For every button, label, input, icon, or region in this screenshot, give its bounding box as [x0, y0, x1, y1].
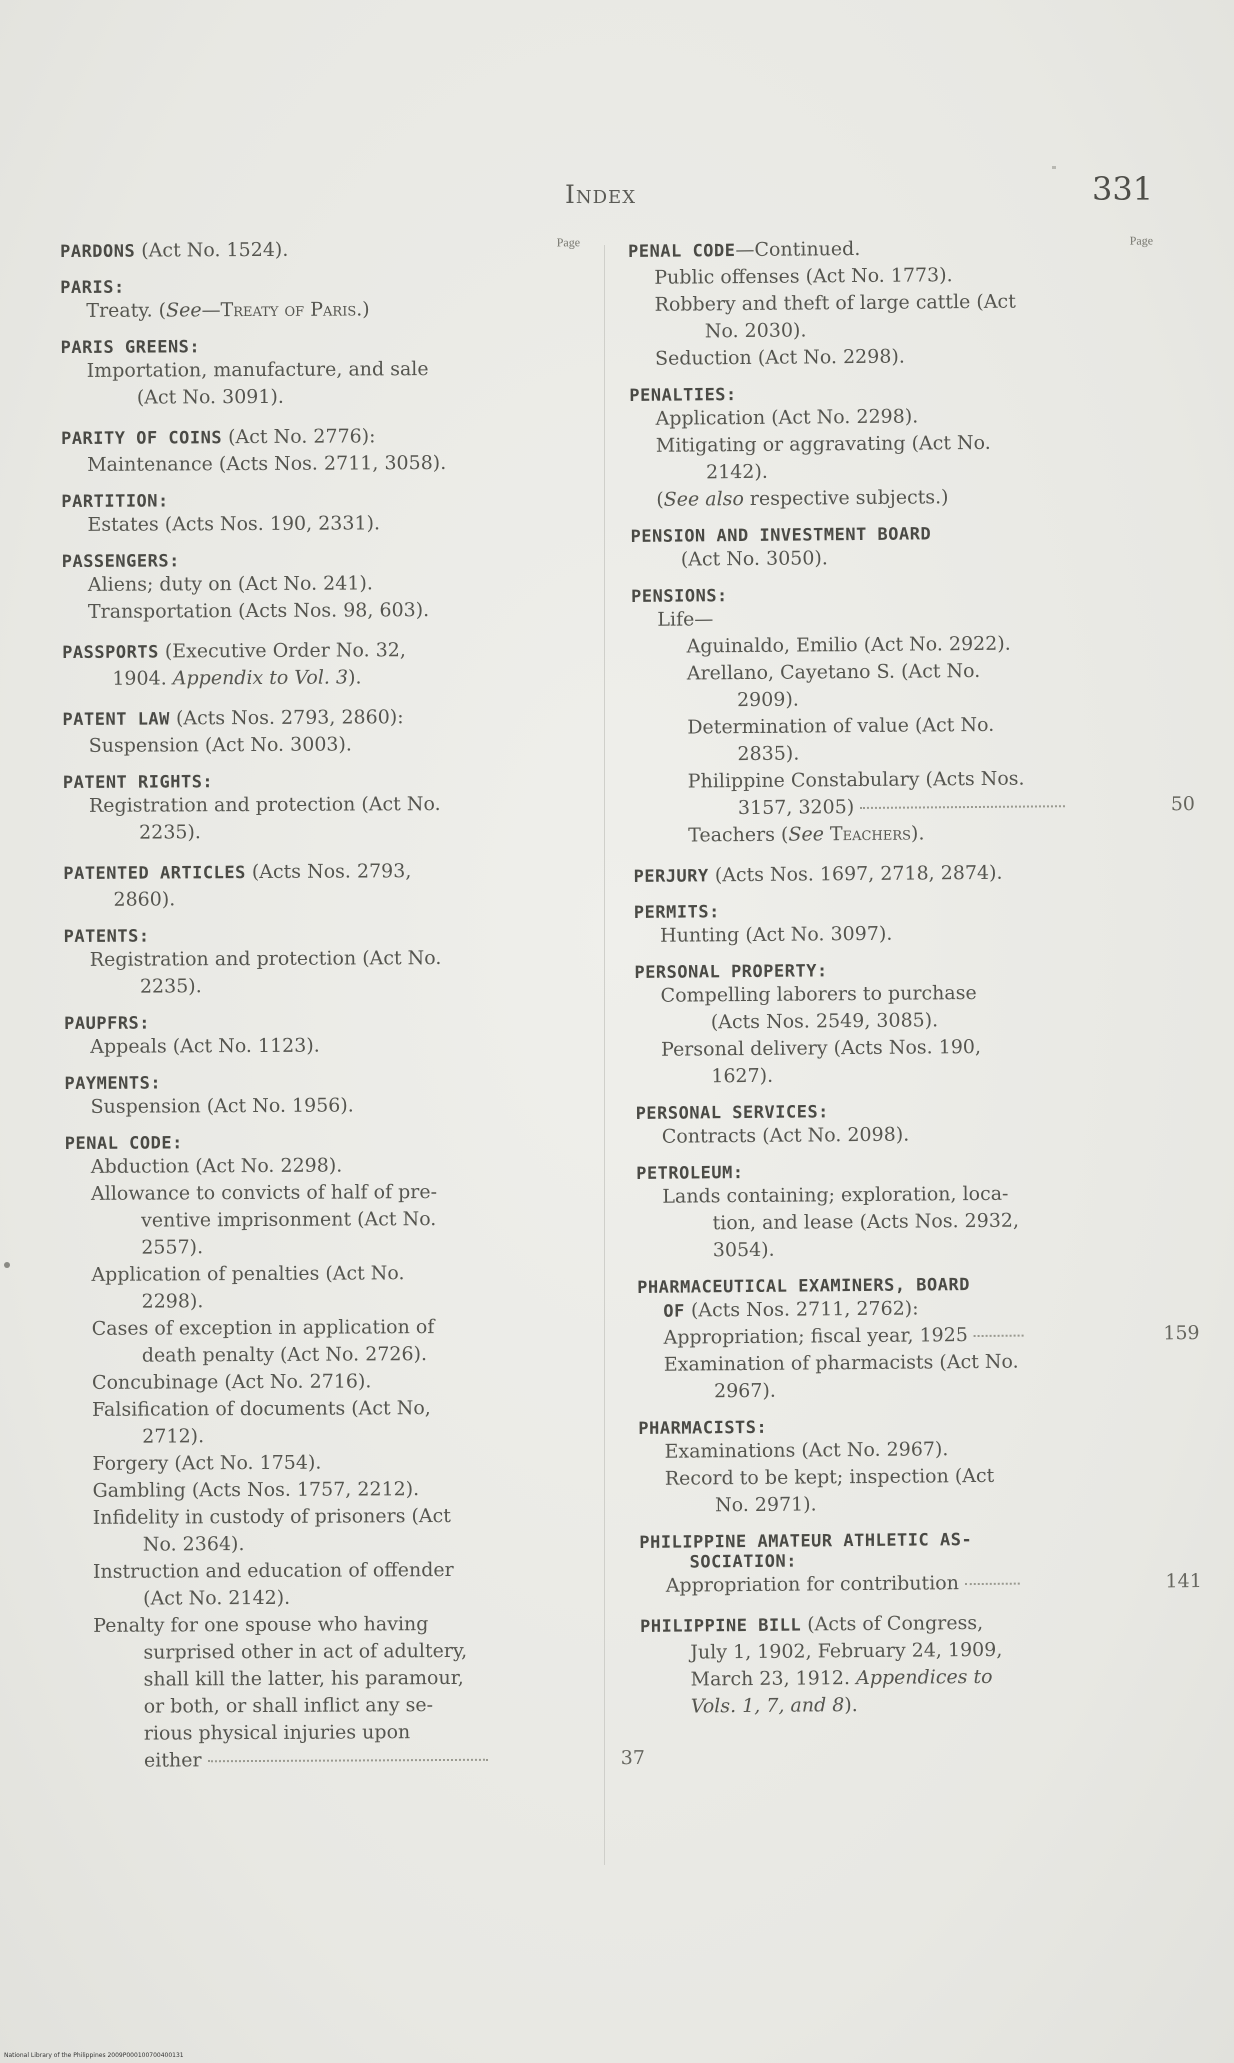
entry-ref: (Act No. 1524). — [135, 238, 289, 262]
entry-line — [639, 1461, 1159, 1520]
entry-heading: PENSION AND INVESTMENT BOARD — [630, 524, 932, 547]
text: Registration and protection (Act No. — [88, 793, 441, 817]
index-entry-perjury — [633, 858, 1153, 890]
entry-heading: PERSONAL SERVICES: — [635, 1102, 829, 1124]
text: Personal delivery (Acts Nos. 190, — [660, 1035, 982, 1061]
entry-line: Application (Act No. 2298). — [655, 405, 919, 430]
entry-line: Maintenance (Acts Nos. 2711, 3058). — [87, 451, 447, 476]
page-column-label: Page — [556, 235, 581, 250]
text: ). — [910, 822, 925, 845]
entry-heading: PHILIPPINE BILL — [640, 1615, 802, 1637]
text: No. 2030). — [704, 319, 807, 343]
entry-heading: PATENTS: — [63, 926, 150, 947]
text: No. 2971). — [714, 1493, 817, 1517]
entry-line — [60, 295, 575, 325]
entry-line: Estates (Acts Nos. 190, 2331). — [87, 512, 381, 536]
text: 3157, 3205) — [737, 796, 855, 820]
speck — [1052, 166, 1056, 169]
entry-line — [66, 1313, 581, 1370]
index-entry-petroleum — [636, 1159, 1157, 1265]
text: (Act No. 2142). — [143, 1586, 291, 1610]
entry-line — [640, 1568, 1202, 1600]
text: Instruction and education of offender — [92, 1558, 454, 1583]
text: ). — [844, 1694, 858, 1717]
dot-leader — [860, 805, 1065, 809]
dot-leader — [965, 1583, 1020, 1585]
text: shall kill the latter, his paramour, — [143, 1666, 464, 1691]
entry-heading: PARTITION: — [61, 491, 169, 512]
entry-line — [632, 656, 1152, 715]
text: 2557). — [141, 1236, 204, 1259]
index-entry-parity — [61, 422, 576, 479]
entry-heading: PASSENGERS: — [61, 551, 180, 572]
entry-line: Public offenses (Act No. 1773). — [654, 264, 953, 289]
entry-ref: (Acts Nos. 2711, 2762): — [684, 1297, 919, 1322]
entry-line — [636, 1179, 1157, 1265]
entry-ref: (Acts of Congress, — [801, 1611, 984, 1636]
entry-heading: PARITY OF COINS — [61, 428, 223, 449]
entry-line — [637, 1320, 1200, 1352]
entry-line — [66, 1394, 581, 1451]
text: or both, or shall inflict any se- — [143, 1694, 434, 1718]
entry-heading: PARDONS — [60, 241, 136, 262]
entry-line — [638, 1347, 1158, 1406]
text: Cases of exception in application of — [91, 1316, 435, 1340]
index-entry-penal-code-continued — [628, 233, 1149, 373]
entry-heading: PENSIONS: — [631, 586, 728, 607]
column-divider — [604, 245, 605, 1865]
index-entry-athletic-association — [639, 1528, 1202, 1600]
index-entry-passports — [62, 636, 577, 693]
text: 2835). — [737, 742, 800, 766]
appendix-ref: Vols. 1, 7, and 8 — [690, 1694, 845, 1718]
entry-line: Forgery (Act No. 1754). — [92, 1451, 322, 1475]
entry-line — [628, 287, 1148, 346]
entry-line — [65, 1178, 580, 1262]
entry-line — [630, 482, 1150, 514]
entry-line — [63, 790, 578, 847]
text: rious physical injuries upon — [143, 1721, 411, 1745]
entry-ref: (Act No. 2776): — [222, 425, 376, 449]
entry-heading: PAYMENTS: — [64, 1073, 162, 1094]
entry-line: Life— — [657, 608, 714, 631]
right-column — [628, 233, 1202, 1733]
text: — — [201, 299, 221, 322]
entry-line: Seduction (Act No. 2298). — [654, 345, 905, 370]
index-entry-pharmaceutical-board — [637, 1273, 1200, 1406]
dot-leader — [974, 1335, 1024, 1337]
text: Appropriation for contribution — [665, 1572, 959, 1597]
entry-line — [64, 944, 579, 1001]
entry-heading: PENAL CODE — [628, 241, 736, 262]
index-entry-philippine-bill — [640, 1608, 1161, 1721]
index-entry-patent-law — [62, 703, 577, 760]
leader-line — [94, 1745, 583, 1775]
text: Record to be kept; inspection (Act — [664, 1464, 995, 1490]
entry-heading: PAUPFRS: — [64, 1013, 151, 1034]
page-reference: 50 — [1170, 793, 1196, 816]
index-entry-paupers — [64, 1011, 579, 1061]
index-entry-paris — [60, 275, 575, 325]
entry-heading: PERSONAL PROPERTY: — [634, 961, 828, 983]
entry-line — [641, 1689, 1161, 1721]
entry-line — [67, 1610, 646, 1775]
text: (Act No. 3091). — [136, 385, 284, 409]
text: Infidelity in custody of prisoners (Act — [92, 1504, 451, 1529]
entry-heading: PERJURY — [633, 866, 709, 887]
leader-line — [688, 791, 1153, 822]
text: Lands containing; exploration, loca- — [662, 1182, 1009, 1208]
entry-ref: (Acts Nos. 2793, — [245, 860, 412, 884]
page-reference: 37 — [620, 1746, 646, 1770]
see-ref: See — [788, 823, 825, 846]
index-entry-personal-services — [636, 1099, 1156, 1151]
index-entry-payments — [64, 1071, 579, 1121]
index-entry-pensions — [631, 582, 1196, 850]
text: Examination of pharmacists (Act No. — [663, 1350, 1019, 1376]
appendix-ref: Appendix to Vol. 3 — [172, 666, 349, 690]
see-ref: See also — [663, 487, 744, 511]
entry-line: Abduction (Act No. 2298). — [90, 1154, 343, 1178]
page-column-label: Page — [1129, 233, 1154, 248]
text: 2235). — [139, 975, 202, 998]
index-entry-patented-articles — [63, 857, 578, 914]
index-entry-patents — [64, 924, 579, 1001]
cross-ref: Teachers — [823, 822, 912, 846]
entry-line: Examinations (Act No. 2967). — [664, 1438, 949, 1463]
scan-credit: National Library of the Philippines 2009P000100700400131 — [4, 2052, 184, 2059]
entry-line: Contracts (Act No. 2098). — [661, 1123, 910, 1148]
entry-heading: OF — [663, 1301, 685, 1322]
text: Compelling laborers to purchase — [660, 981, 977, 1007]
entry-line: Aliens; duty on (Act No. 241). — [87, 572, 373, 596]
index-entry-passengers — [62, 549, 577, 626]
text: ). — [347, 666, 362, 689]
entry-line — [633, 764, 1196, 823]
appendix-ref: Appendices to — [855, 1665, 993, 1690]
entry-heading: PENALTIES: — [629, 385, 737, 406]
page-number: 331 — [1092, 170, 1154, 208]
entry-line: Gambling (Acts Nos. 1757, 2212). — [92, 1478, 420, 1502]
entry-line — [635, 978, 1155, 1037]
text: Falsification of documents (Act No, — [92, 1397, 431, 1421]
entry-heading: SOCIATION: — [689, 1551, 798, 1573]
text: either — [143, 1749, 202, 1772]
entry-line: Hunting (Act No. 3097). — [659, 922, 893, 947]
entry-heading: PHARMACEUTICAL EXAMINERS, BOARD — [637, 1275, 971, 1298]
entry-heading: PARIS: — [60, 277, 125, 298]
entry-line — [632, 710, 1152, 769]
index-entry-penalties — [629, 381, 1150, 514]
text: Appropriation; fiscal year, 1925 — [663, 1324, 968, 1349]
text: Determination of value (Act No. — [687, 713, 995, 739]
text: respective subjects.) — [743, 486, 949, 510]
entry-heading: PHILIPPINE AMATEUR ATHLETIC AS- — [639, 1530, 973, 1553]
index-entry-penal-code — [64, 1131, 646, 1775]
entry-heading: PENAL CODE: — [64, 1133, 183, 1154]
entry-line — [65, 1259, 580, 1316]
page-reference: 141 — [1165, 1570, 1202, 1593]
text: No. 2364). — [142, 1533, 245, 1556]
entry-line: Suspension (Act No. 1956). — [90, 1094, 354, 1118]
entry-ref: —Continued. — [735, 237, 861, 262]
running-head: Index — [565, 180, 637, 209]
text: .) — [356, 298, 370, 321]
index-entry-personal-property — [634, 958, 1155, 1091]
entry-line — [633, 818, 1153, 850]
text: ( — [656, 488, 664, 511]
entry-heading: PARIS GREENS: — [60, 337, 201, 358]
entry-heading: PHARMACISTS: — [638, 1417, 768, 1439]
left-column — [60, 235, 646, 1788]
text: 2235). — [139, 821, 201, 844]
index-entry-pension-board — [631, 522, 1151, 574]
text: Treaty. ( — [86, 299, 167, 322]
text: tion, and lease (Acts Nos. 2932, — [712, 1209, 1020, 1235]
entry-line: 2860). — [113, 888, 176, 911]
entry-ref: (Acts Nos. 1697, 2718, 2874). — [708, 861, 1003, 887]
entry-line: Transportation (Acts Nos. 98, 603). — [87, 599, 430, 623]
text: Application of penalties (Act No. — [91, 1262, 405, 1286]
entry-line — [61, 355, 576, 412]
entry-line: Concubinage (Act No. 2716). — [91, 1370, 372, 1394]
entry-heading: PATENT LAW — [62, 709, 170, 730]
text: March 23, 1912. — [690, 1667, 857, 1691]
entry-line: Appeals (Act No. 1123). — [90, 1034, 320, 1058]
entry-line — [630, 428, 1150, 487]
text: 1904. — [112, 667, 173, 690]
entry-ref: (Executive Order No. 32, — [158, 639, 406, 663]
text: Importation, manufacture, and sale — [86, 358, 429, 382]
entry-heading: PATENT RIGHTS: — [62, 772, 214, 793]
index-entry-pharmacists — [638, 1414, 1159, 1520]
entry-line — [67, 1556, 582, 1613]
entry-heading: PATENTED ARTICLES — [63, 863, 246, 884]
index-entry-patent-rights — [63, 770, 578, 847]
text: Registration and protection (Act No. — [89, 947, 442, 971]
entry-heading: PERMITS: — [633, 902, 720, 923]
text: 2909). — [736, 688, 799, 712]
dot-leader — [208, 1759, 488, 1762]
entry-line: Aguinaldo, Emilio (Act No. 2922). — [686, 632, 1011, 658]
text: Arellano, Cayetano S. (Act No. — [686, 659, 981, 685]
entry-line — [67, 1502, 582, 1559]
entry-heading: PETROLEUM: — [636, 1163, 744, 1184]
text: Philippine Constabulary (Acts Nos. — [687, 767, 1025, 793]
text: (Acts Nos. 2549, 3085). — [710, 1009, 939, 1034]
index-entry-partition — [61, 489, 576, 539]
index-entry-permits — [634, 898, 1154, 950]
entry-line — [635, 1032, 1155, 1091]
text: 2967). — [713, 1379, 776, 1403]
margin-speck — [4, 1262, 10, 1268]
text: 2142). — [705, 460, 768, 484]
text: Penalty for one spouse who having — [93, 1613, 429, 1637]
page-reference: 159 — [1163, 1322, 1200, 1345]
text: Allowance to convicts of half of pre- — [90, 1181, 438, 1205]
see-ref: See — [165, 299, 202, 322]
entry-ref: (Acts Nos. 2793, 2860): — [169, 706, 404, 730]
text: ventive imprisonment (Act No. — [141, 1208, 437, 1232]
text: Robbery and theft of large cattle (Act — [654, 290, 1016, 316]
text: 2712). — [142, 1425, 205, 1448]
index-entry-paris-greens — [61, 335, 576, 412]
index-entry-pardons — [60, 235, 575, 265]
entry-heading: PASSPORTS — [62, 642, 159, 663]
text: Mitigating or aggravating (Act No. — [655, 431, 991, 457]
text: death penalty (Act No. 2726). — [141, 1343, 428, 1367]
entry-line: (Act No. 3050). — [680, 547, 828, 571]
entry-line: Suspension (Act No. 3003). — [88, 733, 352, 757]
text: 3054). — [712, 1238, 775, 1262]
text: Teachers ( — [688, 823, 789, 847]
text: surprised other in act of adultery, — [143, 1639, 468, 1664]
entry-line — [62, 663, 577, 693]
text: 2298). — [141, 1290, 204, 1313]
text: 1627). — [711, 1064, 774, 1088]
entry-line: July 1, 1902, February 24, 1909, — [690, 1638, 1003, 1664]
cross-ref: Treaty of Paris — [220, 298, 357, 322]
